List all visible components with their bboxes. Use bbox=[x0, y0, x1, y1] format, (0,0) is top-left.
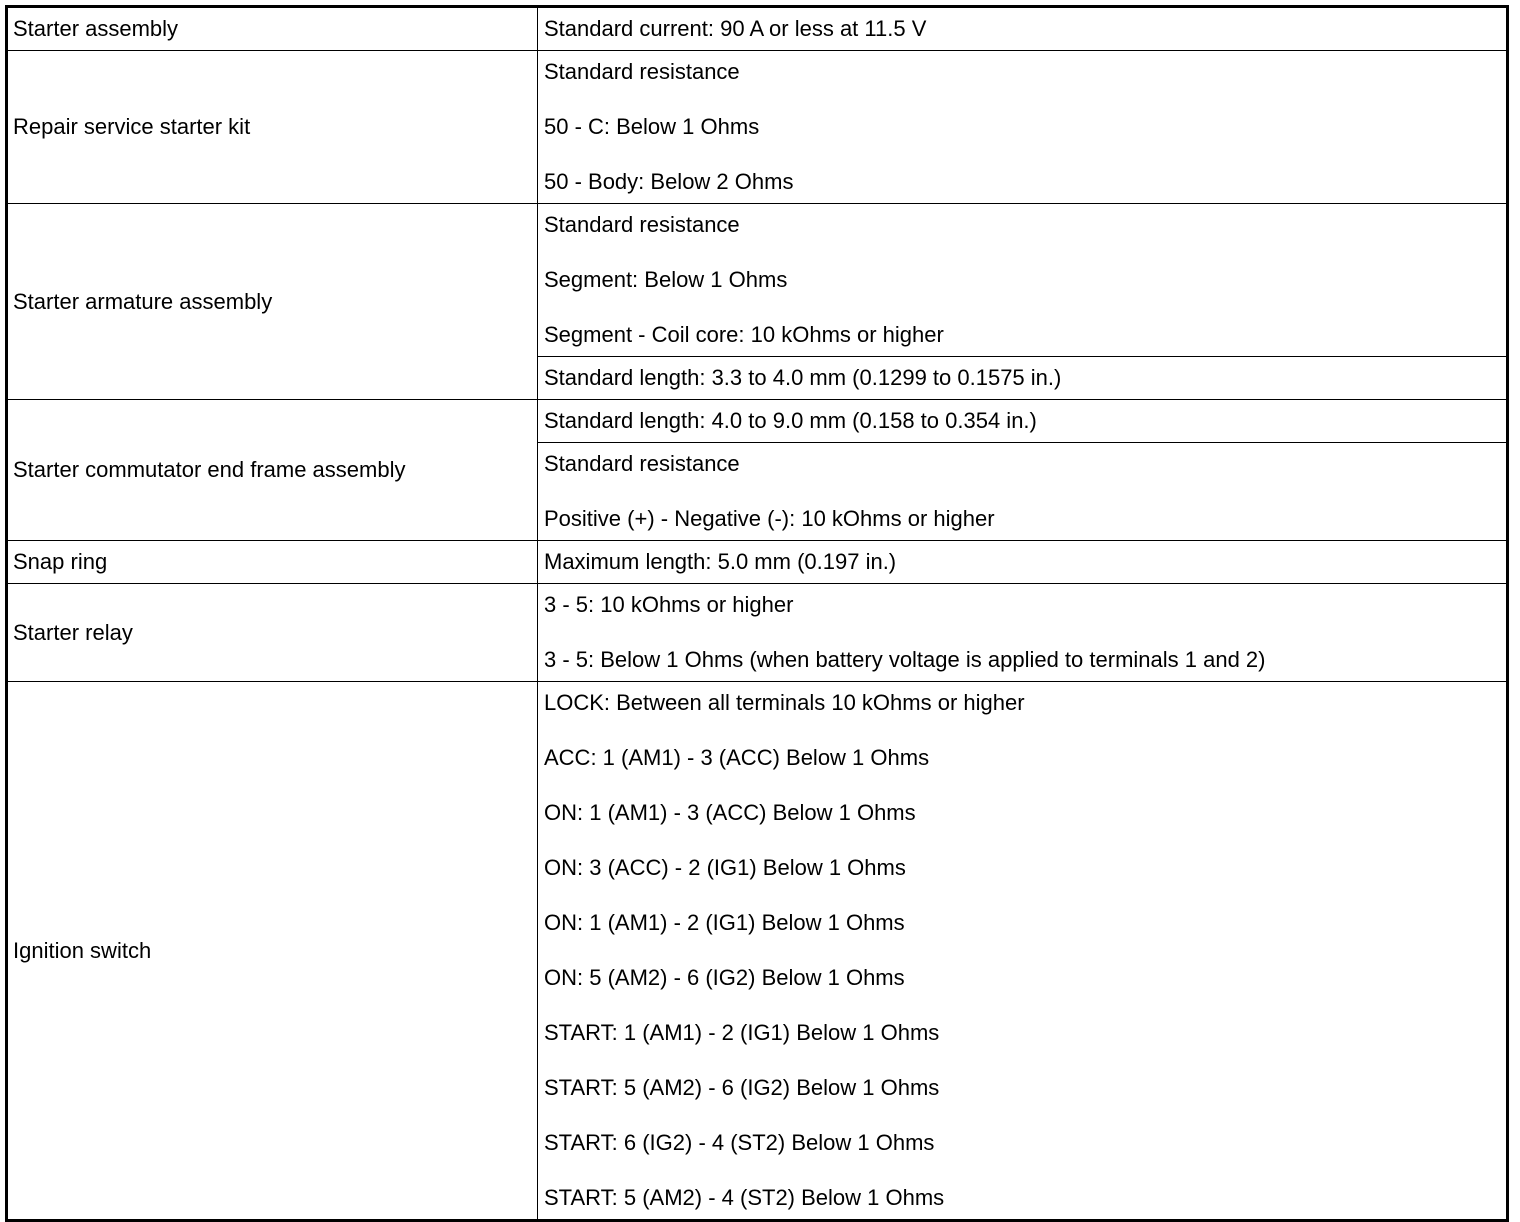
specification-group bbox=[538, 204, 1506, 356]
part-name-cell: Ignition switch bbox=[8, 682, 538, 1219]
part-name-cell: Starter armature assembly bbox=[8, 204, 538, 399]
specification-line: Standard resistance bbox=[544, 212, 740, 237]
table-row bbox=[8, 399, 1506, 540]
specification-line: START: 5 (AM2) - 4 (ST2) Below 1 Ohms bbox=[544, 1185, 945, 1210]
specification-line: Standard length: 4.0 to 9.0 mm (0.158 to 0.354 in.) bbox=[544, 408, 1037, 433]
specification-line: 3 - 5: Below 1 Ohms (when battery voltage is applied to terminals 1 and 2) bbox=[544, 647, 1266, 672]
part-name-cell: Starter assembly bbox=[8, 8, 538, 50]
specification-line: START: 5 (AM2) - 6 (IG2) Below 1 Ohms bbox=[544, 1075, 940, 1100]
table-row bbox=[8, 540, 1506, 583]
part-name-cell: Repair service starter kit bbox=[8, 51, 538, 203]
specification-group bbox=[538, 8, 1506, 50]
table-row bbox=[8, 203, 1506, 399]
specification-line: Segment - Coil core: 10 kOhms or higher bbox=[544, 322, 944, 347]
specification-cell bbox=[538, 8, 1506, 50]
specification-line: Positive (+) - Negative (-): 10 kOhms or higher bbox=[544, 506, 995, 531]
part-name-cell: Starter relay bbox=[8, 584, 538, 681]
table-row bbox=[8, 50, 1506, 203]
specification-group bbox=[538, 51, 1506, 203]
specification-line: START: 6 (IG2) - 4 (ST2) Below 1 Ohms bbox=[544, 1130, 935, 1155]
table-row bbox=[8, 681, 1506, 1219]
specification-line: ON: 5 (AM2) - 6 (IG2) Below 1 Ohms bbox=[544, 965, 905, 990]
specification-line: 50 - Body: Below 2 Ohms bbox=[544, 169, 794, 194]
specification-line: Standard resistance bbox=[544, 59, 740, 84]
specification-line: START: 1 (AM1) - 2 (IG1) Below 1 Ohms bbox=[544, 1020, 940, 1045]
specification-cell bbox=[538, 682, 1506, 1219]
specification-group bbox=[538, 584, 1506, 681]
specification-line: Segment: Below 1 Ohms bbox=[544, 267, 788, 292]
specification-cell bbox=[538, 400, 1506, 540]
specification-group bbox=[538, 682, 1506, 1219]
specification-cell bbox=[538, 51, 1506, 203]
specification-group bbox=[538, 442, 1506, 540]
table-row bbox=[8, 583, 1506, 681]
specification-cell bbox=[538, 584, 1506, 681]
specification-line: ON: 3 (ACC) - 2 (IG1) Below 1 Ohms bbox=[544, 855, 906, 880]
specification-line: ON: 1 (AM1) - 3 (ACC) Below 1 Ohms bbox=[544, 800, 916, 825]
specification-cell bbox=[538, 204, 1506, 399]
specification-cell bbox=[538, 541, 1506, 583]
specification-line: Standard resistance bbox=[544, 451, 740, 476]
specification-table bbox=[5, 5, 1509, 1222]
specification-line: 3 - 5: 10 kOhms or higher bbox=[544, 592, 794, 617]
part-name-cell: Starter commutator end frame assembly bbox=[8, 400, 538, 540]
specification-line: ACC: 1 (AM1) - 3 (ACC) Below 1 Ohms bbox=[544, 745, 930, 770]
specification-line: ON: 1 (AM1) - 2 (IG1) Below 1 Ohms bbox=[544, 910, 905, 935]
specification-line: Standard length: 3.3 to 4.0 mm (0.1299 to 0.1575 in.) bbox=[544, 365, 1062, 390]
specification-line: LOCK: Between all terminals 10 kOhms or higher bbox=[544, 690, 1025, 715]
specification-group bbox=[538, 541, 1506, 583]
specification-line: Maximum length: 5.0 mm (0.197 in.) bbox=[544, 549, 897, 574]
specification-line: 50 - C: Below 1 Ohms bbox=[544, 114, 760, 139]
specification-line: Standard current: 90 A or less at 11.5 V bbox=[544, 16, 927, 41]
specification-group bbox=[538, 356, 1506, 399]
part-name-cell: Snap ring bbox=[8, 541, 538, 583]
specification-group bbox=[538, 400, 1506, 442]
table-row bbox=[8, 8, 1506, 50]
